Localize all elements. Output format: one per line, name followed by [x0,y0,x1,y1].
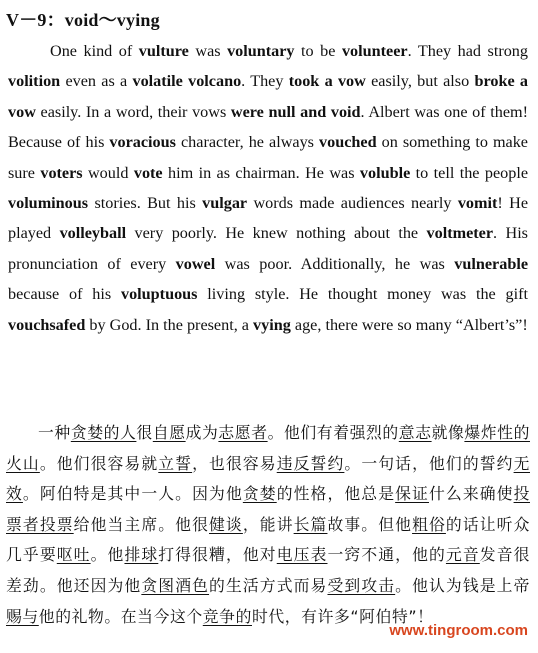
underlined-term: 排球 [124,545,159,565]
body-text: 很 [136,423,153,442]
body-text: 故事。但他 [327,514,413,534]
underlined-term: 竞争的 [202,606,252,626]
body-text: 时代，有许多“阿伯特”！ [251,606,434,626]
body-text: 。一句话，他们的誓约 [344,453,514,473]
body-text: very poorly. He knew nothing about the [126,224,427,243]
keyword-text: vomit [457,194,498,213]
body-text: to tell the people [410,163,529,182]
keyword-text: vouchsafed [8,315,86,334]
body-text: because of his [8,285,121,304]
body-text: 什么来确使 [428,484,514,504]
keyword-text: vouched [319,133,377,152]
body-text: age, there were so many “Albert’s”! [290,315,528,334]
underlined-term: 贪图酒色 [141,575,210,595]
body-text: . Albert was one of them! Because of his [8,102,529,152]
body-text: 。他们有着强烈的 [267,423,399,442]
keyword-text: voltmeter [426,224,494,243]
keyword-text: vying [253,315,291,334]
keyword-text: voluntary [227,42,295,60]
body-text: . His pronunciation of every [8,224,528,273]
body-text: easily. In a word, their vows [35,102,231,121]
body-text: 成为 [185,423,219,442]
keyword-text: voluptuous [120,285,198,304]
body-text: ! He played [8,194,529,243]
body-text: was poor. Additionally, he was [215,254,455,273]
site-watermark: www.tingroom.com [389,622,528,639]
body-text: 一种 [38,423,71,442]
body-text: ，能讲 [242,514,294,534]
keyword-text: vulgar [202,194,248,213]
underlined-term: 呕吐 [56,545,91,565]
body-text: 就像 [431,423,465,442]
underlined-term: 粗俗 [412,514,446,534]
keyword-text: vulture [138,42,189,60]
body-text: 。他 [90,545,125,565]
body-text: 给他当主席。他很 [73,514,210,534]
body-text: words made audiences nearly [247,194,458,213]
english-paragraph [8,36,528,340]
body-text: . They [241,72,289,91]
keyword-text: volunteer [341,42,408,60]
underlined-term: 爆炸性的火山 [6,423,530,473]
body-text: character, he always [175,133,320,152]
body-text: was [188,42,228,60]
body-text: . They had strong [407,42,528,60]
underlined-term: 贪婪的人 [70,423,137,442]
underlined-term: 受到攻击 [327,575,396,595]
body-text: by God. In the present, a [85,315,254,334]
body-text: to be [294,42,342,60]
body-text: 的生活方式而易 [209,575,328,595]
body-text: on something to make sure [8,133,528,182]
keyword-text: voluminous [8,194,89,213]
underlined-term: 电压表 [276,545,328,565]
keyword-text: broke a vow [8,72,528,121]
keyword-text: voters [40,163,83,182]
keyword-text: were null and void [230,102,361,121]
keyword-text: volatile volcano [132,72,242,91]
body-text: 他的礼物。在当今这个 [38,606,203,626]
keyword-text: volition [8,72,61,91]
body-text: 发音很差劲。他还因为他 [6,545,531,595]
body-text: 打得很糟，他对 [158,545,277,565]
keyword-text: took a vow [288,72,366,91]
body-text: 的话让听众几乎要 [6,514,530,565]
body-text: 一窍不通，他的 [327,545,446,565]
underlined-term: 元音 [445,545,480,565]
section-heading: V－9：void～vying [6,10,160,30]
body-text: would [82,163,134,182]
underlined-term: 投票者投票 [6,484,530,534]
underlined-term: 贪婪 [242,484,277,504]
keyword-text: voluble [359,163,411,182]
body-text: 。他认为钱是上帝 [395,575,531,595]
underlined-term: 违反誓约 [276,453,345,473]
chinese-paragraph [6,418,530,632]
keyword-text: voracious [109,133,176,152]
underlined-term: 长篇 [293,514,328,534]
keyword-text: vote [133,163,163,182]
keyword-text: vowel [175,254,216,273]
underlined-term: 赐与 [6,606,39,626]
body-text: easily, but also [365,72,475,91]
body-text: One kind of [50,42,139,60]
underlined-term: 立誓 [158,453,193,473]
body-text: ，也很容易 [192,453,277,473]
body-text: even as a [60,72,133,91]
keyword-text: volleyball [59,224,127,243]
body-text: 的性格，他总是 [276,484,396,504]
body-text: 。阿伯特是其中一人。因为他 [22,484,243,504]
underlined-term: 保证 [395,484,429,504]
underlined-term: 无效 [6,453,530,504]
underlined-term: 意志 [398,423,432,442]
underlined-term: 健谈 [209,514,243,534]
underlined-term: 自愿 [152,423,186,442]
underlined-term: 志愿者 [218,423,268,442]
keyword-text: vulnerable [454,254,529,273]
body-text: living style. He thought money was the gift [197,285,529,304]
body-text: stories. But his [88,194,203,213]
body-text: 。他们很容易就 [39,453,159,473]
body-text: him in as chairman. He was [162,163,360,182]
